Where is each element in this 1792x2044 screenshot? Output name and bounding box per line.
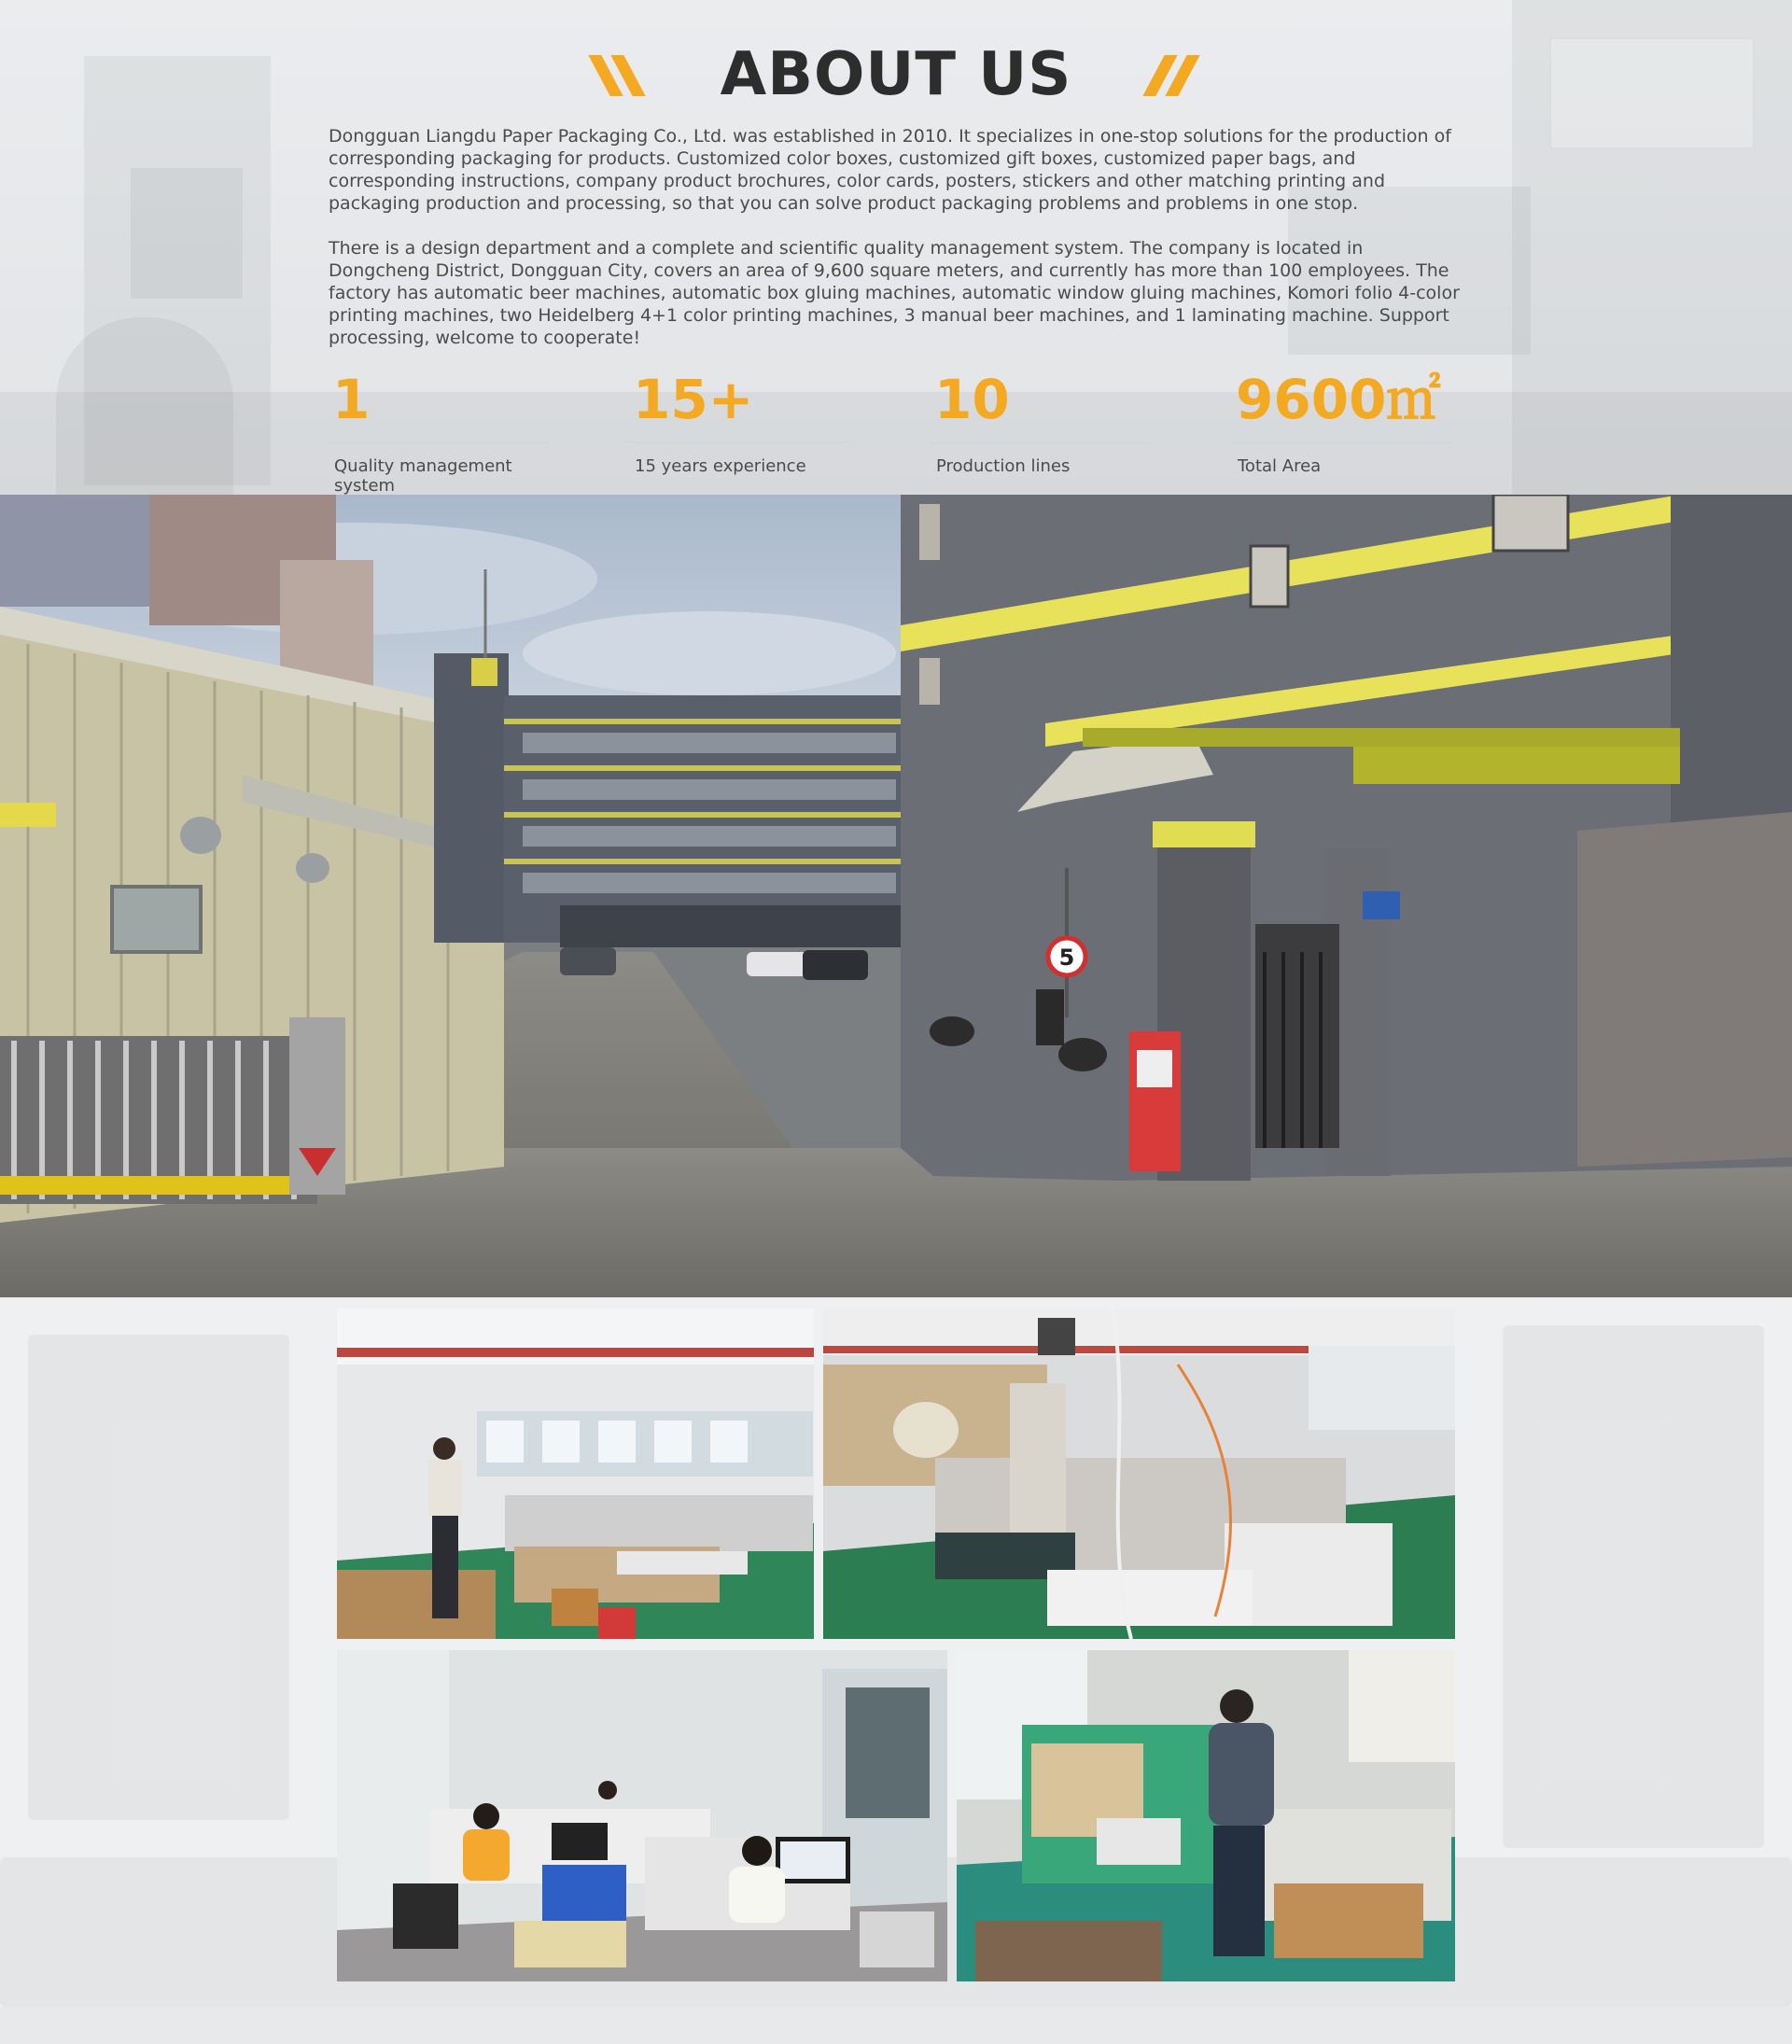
stat-label: 15 years experience: [635, 456, 806, 476]
intro-paragraph-2: There is a design department and a complete and scientific quality management system. The company is located in Dongcheng District, Dongguan City, covers an area of 9,600 square meters, and currently has more than 100 employees. The factory has automatic beer machines, automatic box gluing machines, automatic window gluing machines, Komori folio 4-color printing machines, two Heidelberg 4+1 color printing machines, 3 manual beer machines, and 1 laminating machine. Support processing, welcome to cooperate!: [329, 238, 1460, 348]
stat-production-lines: [931, 362, 1151, 476]
stat-experience: [629, 362, 849, 476]
about-section: [0, 0, 1792, 495]
gluing-machine-illustration: [823, 1309, 1455, 1639]
stat-divider: [931, 442, 1151, 443]
stat-value: 1: [332, 368, 371, 431]
workshop-photo: [337, 1309, 814, 1639]
gluing-machine-photo: [823, 1309, 1455, 1639]
footer-strip: [0, 2007, 1792, 2044]
workshop-illustration: [337, 1309, 814, 1639]
quote-left-icon: [594, 51, 650, 98]
stat-value: 10: [934, 368, 1010, 431]
design-office-illustration: [337, 1650, 947, 1981]
intro-text: [329, 125, 1467, 349]
stat-label: Quality management system: [334, 456, 512, 495]
design-office-photo: [337, 1650, 947, 1981]
stat-value: 15+: [633, 368, 754, 431]
speed-limit-number: 5: [1058, 945, 1075, 971]
background-machine: [1503, 1325, 1764, 1848]
page-title: ABOUT US: [720, 40, 1072, 109]
background-cabinet: [131, 168, 243, 299]
stat-divider: [329, 442, 549, 443]
sliding-gate: [0, 1017, 345, 1204]
quote-right-icon: [1142, 51, 1198, 98]
title-row: [0, 37, 1792, 112]
intro-paragraph-1: Dongguan Liangdu Paper Packaging Co., Ltd. was established in 2010. It specializes in one-stop solutions for the production of corresponding packaging for products. Customized color boxes, customized gift boxes, customized paper bags, and corresponding instructions, company product brochures, color cards, posters, stickers and other matching printing and packaging production and processing, so that you can solve product packaging problems and problems in one stop.: [329, 126, 1451, 214]
background-machine: [28, 1335, 289, 1820]
stat-label: Total Area: [1238, 456, 1322, 476]
stat-quality: [329, 362, 549, 495]
die-cutting-illustration: [957, 1650, 1455, 1981]
factory-exterior-photo: [0, 495, 1792, 1297]
stat-label: Production lines: [936, 456, 1071, 476]
stats-row: [329, 362, 1463, 495]
die-cutting-photo: [957, 1650, 1455, 1981]
factory-exterior-illustration: [0, 495, 1792, 1297]
stat-value: 9600㎡: [1236, 368, 1441, 431]
stat-divider: [1232, 442, 1452, 443]
stat-divider: [629, 442, 849, 443]
stat-total-area: [1232, 362, 1452, 476]
